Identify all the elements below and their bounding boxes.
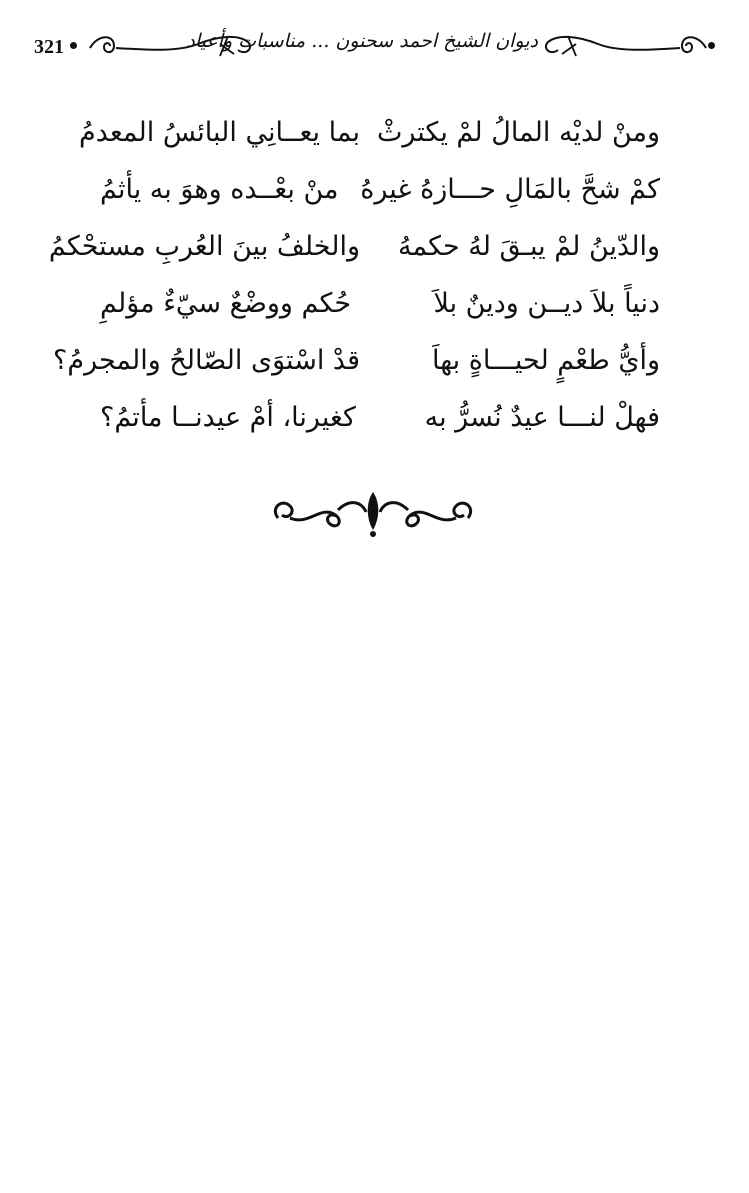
verse-second-hemistich: منْ بعْــده وهوَ به يأثمُ: [100, 174, 339, 206]
verse-first-hemistich: وأيُّ طعْمٍ لحيـــاةٍ بهاَ: [432, 345, 660, 377]
verse-second-hemistich: قدْ اسْتوَى الصّالحُ والمجرمُ؟: [53, 345, 360, 377]
verse: [100, 276, 660, 333]
page-header: [28, 22, 728, 72]
verse-first-hemistich: والدّينُ لمْ يبـقَ لهُ حكمهُ: [397, 231, 660, 263]
verse-first-hemistich: دنياً بلاَ ديــن ودينٌ بلاَ: [433, 288, 660, 320]
verse: [53, 333, 660, 390]
header-title: ديوان الشيخ احمد سحنون ... مناسبات وأعياد: [186, 30, 538, 52]
poem: [48, 105, 660, 447]
section-end-ornament-icon: [268, 488, 478, 540]
header-flourish-right-icon: [538, 28, 708, 68]
verse-first-hemistich: فهلْ لنـــا عيدٌ نُسرُّ به: [424, 402, 660, 434]
verse-first-hemistich: ومنْ لديْه المالُ لمْ يكترثْ: [376, 117, 660, 149]
verse: [100, 390, 660, 447]
page-number: 321: [34, 36, 64, 58]
verse: [79, 105, 660, 162]
verse-second-hemistich: حُكم ووضْعٌ سيّءٌ مؤلمِ: [100, 288, 352, 320]
header-dot-right: [708, 42, 715, 49]
verse: [100, 162, 660, 219]
verse-second-hemistich: والخلفُ بينَ العُربِ مستحْكمُ: [48, 231, 360, 263]
header-dot-left: [70, 42, 77, 49]
verse-second-hemistich: بما يعــانِي البائسُ المعدمُ: [79, 117, 360, 149]
verse-first-hemistich: كمْ شحَّ بالمَالِ حـــازهُ غيرهُ: [360, 174, 660, 206]
verse: [48, 219, 660, 276]
verse-second-hemistich: كغيرنا، أمْ عيدنــا مأتمُ؟: [100, 402, 356, 434]
